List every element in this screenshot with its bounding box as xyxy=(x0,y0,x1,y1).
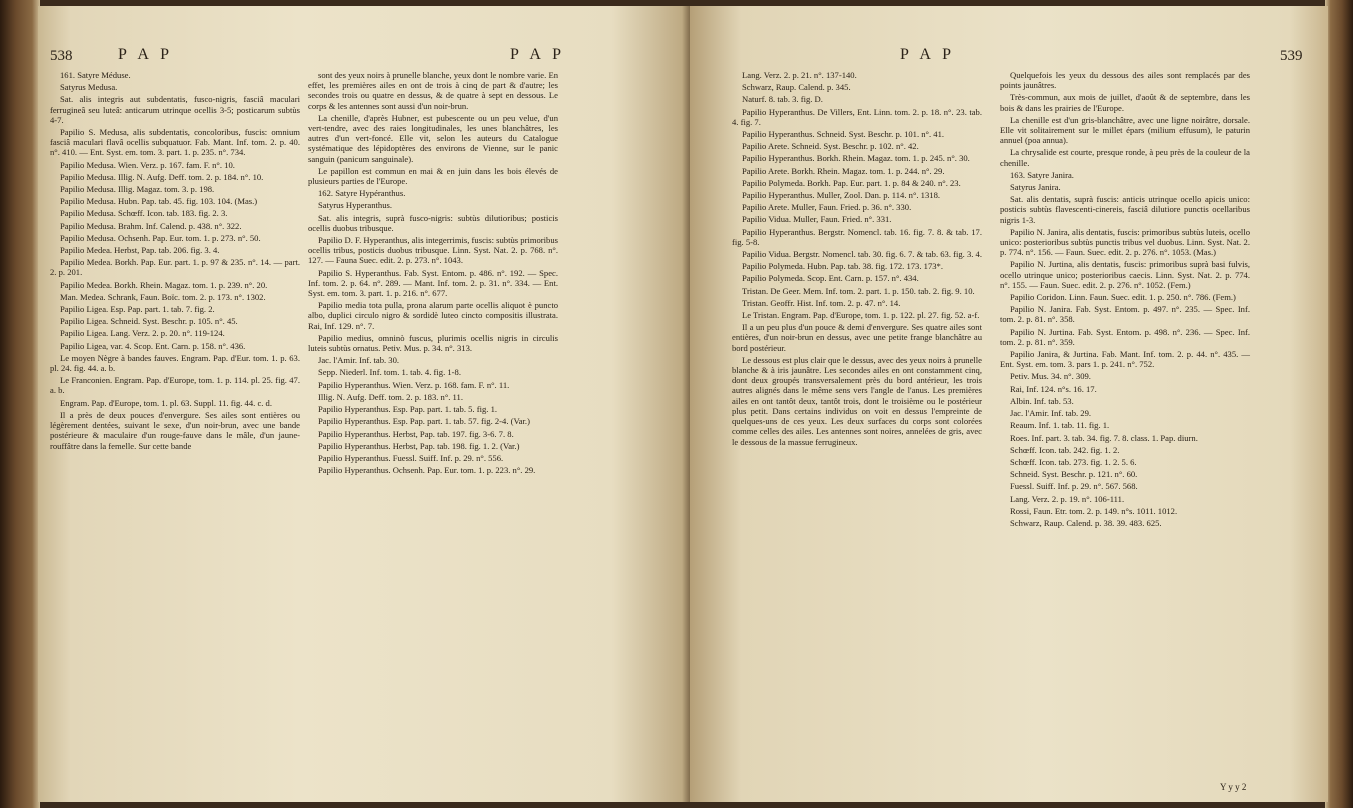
text-line: Papilio Ligea. Lang. Verz. 2. p. 20. n°. 119-124. xyxy=(60,328,225,339)
text-line: Jac. l'Amir. Inf. tab. 30. xyxy=(318,355,400,366)
text-line: Reaum. Inf. 1. tab. 11. fig. 1. xyxy=(1010,420,1110,431)
text-line: 162. Satyre Hypéranthus. xyxy=(318,188,406,199)
text-line: Papilio D. F. Hyperanthus, alis integerrimis, fuscis: subtùs primoribus ocellis tribus, posticis duobus tribusque. Linn. Syst. Nat. 2. p. 768. n°. 127. — Fauna Suec. edit. 2. p. 273. n°. 1043. xyxy=(308,235,558,266)
text-line: Papilio Polymeda. Scop. Ent. Carn. p. 157. n°. 434. xyxy=(742,273,919,284)
text-line: Sat. alis integris aut subdentatis, fusco-nigris, fasciâ maculari ferrugineâ seu luteâ: anticarum utrinque ocellis 3-5; posticarum subtùs 4-7. xyxy=(50,94,300,125)
text-line: Papilio Janira, & Jurtina. Fab. Mant. Inf. tom. 2. p. 44. n°. 435. — Ent. Syst. em. tom. 3. pars 1. p. 241. n°. 752. xyxy=(1000,349,1250,370)
right-page xyxy=(690,6,1328,802)
text-line: Le dessous est plus clair que le dessus, avec des yeux noirs à prunelle blanche & à iris jaunâtre. Les secondes ailes en ont constamment cinq, dont deux groupés transversalement près du bord antérieur, les trois autres alignés dans le même sens vers l'angle de l'anus. Les premières ailes en ont tantôt deux, tantôt trois, dont le troisième ou le postérieur plus petit. Dans certains individus on voit en dessus l'empreinte de quelques-uns de ces yeux. Les deux surfaces du corps sont colorées comme celles des ailes. Les antennes sont noires, annelées de gris, avec le dessous de la massue ferrugineux. xyxy=(732,354,982,447)
text-line: Papilio Hyperanthus. Schneid. Syst. Beschr. p. 101. n°. 41. xyxy=(742,129,945,140)
text-line: Petiv. Mus. 34. n°. 309. xyxy=(1010,371,1091,382)
right-column-1 xyxy=(732,70,982,449)
text-line: Papilio Medusa. Brahm. Inf. Calend. p. 438. n°. 322. xyxy=(60,220,242,231)
text-line: Papilio Ligea, var. 4. Scop. Ent. Carn. p. 158. n°. 436. xyxy=(60,340,246,351)
text-line: Le Tristan. Engram. Pap. d'Europe, tom. 1. p. 122. pl. 27. fig. 52. a-f. xyxy=(742,310,980,321)
text-line: La chenille est d'un gris-blanchâtre, avec une ligne noirâtre, dorsale. Elle vit solitairement sur le millet épars (milium effusum), le paturin annuel (poa annua). xyxy=(1000,114,1250,146)
left-running-head-col2: P A P xyxy=(510,46,565,63)
text-line: Papilio Hyperanthus. Esp. Pap. part. 1. tab. 57. fig. 2-4. (Var.) xyxy=(318,416,530,427)
text-line: Papilio Medusa. Illig. N. Aufg. Deff. tom. 2. p. 184. n°. 10. xyxy=(60,171,264,182)
text-line: Jac. l'Amir. Inf. tab. 29. xyxy=(1010,408,1092,419)
text-line: Papilio Hyperanthus. Herbst, Pap. tab. 198. fig. 1. 2. (Var.) xyxy=(318,440,520,451)
left-running-head: P A P xyxy=(118,46,173,63)
signature-mark: Y y y 2 xyxy=(1220,782,1247,792)
text-line: Papilio N. Jurtina. Fab. Syst. Entom. p. 498. n°. 236. — Spec. Inf. tom. 2. p. 81. n°. 359. xyxy=(1000,326,1250,347)
book-edge-right xyxy=(1325,0,1353,808)
text-line: Il a près de deux pouces d'envergure. Ses ailes sont entières ou légèrement dentées, suivant le sexe, d'un noir-brun, avec une bande postérieure & maculaire d'un rouge-fauve dans le mâle, d'un jaune-rouffâtre dans la femelle. Sur cette bande xyxy=(50,409,300,451)
right-column-2 xyxy=(1000,70,1250,530)
text-line: Rai, Inf. 124. n°s. 16. 17. xyxy=(1010,383,1097,394)
text-line: Papilio Arete. Borkh. Rhein. Magaz. tom. 1. p. 244. n°. 29. xyxy=(742,165,945,176)
text-line: Lang. Verz. 2. p. 19. n°. 106-111. xyxy=(1010,493,1125,504)
left-column-1 xyxy=(50,70,300,453)
text-line: La chenille, d'après Hubner, est pubescente ou un peu velue, d'un vert-tendre, avec des raies longitudinales, les unes blanchâtres, les autres d'un vert-foncé. Elle vit, selon les auteurs du Catalogue systématique des lépidoptères des environs de Vienne, sur le panic sanguin (panicum sanguinale). xyxy=(308,112,558,164)
text-line: Sat. alis integris, suprà fusco-nigris: subtùs dilutioribus; posticis ocellis duobus tribusque. xyxy=(308,212,558,233)
text-line: Papilio Medusa. Illig. Magaz. tom. 3. p. 198. xyxy=(60,184,215,195)
text-line: Papilio Hyperanthus. Wien. Verz. p. 168. fam. F. n°. 11. xyxy=(318,379,510,390)
text-line: Lang. Verz. 2. p. 21. n°. 137-140. xyxy=(742,70,857,80)
text-line: Roes. Inf. part. 3. tab. 34. fig. 7. 8. class. 1. Pap. diurn. xyxy=(1010,432,1198,443)
text-line: Man. Medea. Schrank, Faun. Boïc. tom. 2. p. 173. n°. 1302. xyxy=(60,291,266,302)
text-line: Papilio S. Medusa, alis subdentatis, concoloribus, fuscis: omnium fasciâ maculari flavâ ocellis subquatuor. Fab. Mant. Inf. tom. 2. p. 40. n°. 410. — Ent. Syst. em. tom. 3. part. 1. p. 235. n°. 734. xyxy=(50,127,300,158)
text-line: Papilio Ligea. Schneid. Syst. Beschr. p. 105. n°. 45. xyxy=(60,316,238,327)
text-line: Très-commun, aux mois de juillet, d'août & de septembre, dans les bois & dans les prairies de l'Europe. xyxy=(1000,92,1250,113)
text-line: Schwarz, Raup. Calend. p. 38. 39. 483. 625. xyxy=(1010,517,1162,528)
text-line: Papilio Arete. Muller, Faun. Fried. p. 36. n°. 330. xyxy=(742,202,912,213)
text-line: Sepp. Niederl. Inf. tom. 1. tab. 4. fig. 1-8. xyxy=(318,367,461,378)
text-line: Papilio Hyperanthus. Muller, Zool. Dan. p. 114. n°. 1318. xyxy=(742,190,941,201)
text-line: Papilio Hyperanthus. Fuessl. Suiff. Inf. p. 29. n°. 556. xyxy=(318,452,504,463)
text-line: Papilio Medea. Borkh. Rhein. Magaz. tom. 1. p. 239. n°. 20. xyxy=(60,279,268,290)
text-line: Papilio Hyperanthus. Borkh. Rhein. Magaz. tom. 1. p. 245. n°. 30. xyxy=(742,153,970,164)
text-line: Papilio Arete. Schneid. Syst. Beschr. p. 102. n°. 42. xyxy=(742,141,919,152)
text-line: Le moyen Nègre à bandes fauves. Engram. Pap. d'Eur. tom. 1. p. 63. pl. 24. fig. 44. a. b. xyxy=(50,352,300,374)
text-line: Papilio Hyperanthus. Herbst, Pap. tab. 197. fig. 3-6. 7. 8. xyxy=(318,428,514,439)
text-line: Papilio Medea. Borkh. Pap. Eur. part. 1. p. 97 & 235. n°. 14. — part. 2. p. 201. xyxy=(50,257,300,278)
text-line: Papilio Medea. Herbst, Pap. tab. 206. fig. 3. 4. xyxy=(60,245,220,256)
text-line: Papilio N. Janira, alis dentatis, fuscis: primoribus subtùs luteis, ocello unico: posterioribus subtùs punctis tribus vel duobus. Linn. Syst. Nat. 2. p. 774. n°. 156. — Faun. Suec. edit. 2. p. 276. n°. 1053. (Mas.) xyxy=(1000,226,1250,258)
text-line: Papilio Medusa. Schœff. Icon. tab. 183. fig. 2. 3. xyxy=(60,208,228,219)
text-line: Illig. N. Aufg. Deff. tom. 2. p. 183. n°. 11. xyxy=(318,391,463,402)
text-line: Tristan. Geoffr. Hist. Inf. tom. 2. p. 47. n°. 14. xyxy=(742,297,901,308)
text-line: Sat. alis dentatis, suprà fuscis: anticis utrinque ocello apicis unico: posticis subtùs flavescenti-cinereis, fasciâ dilutiore punctis ocellaribus nigris 1-3. xyxy=(1000,194,1250,225)
left-folio: 538 xyxy=(50,48,73,64)
text-line: Papilio Hyperanthus. Bergstr. Nomencl. tab. 16. fig. 7. 8. & tab. 17. fig. 5-8. xyxy=(732,226,982,247)
text-line: 161. Satyre Méduse. xyxy=(60,70,131,80)
text-line: Papilio Coridon. Linn. Faun. Suec. edit. 1. p. 250. n°. 786. (Fem.) xyxy=(1010,292,1236,303)
text-line: Naturf. 8. tab. 3. fig. D. xyxy=(742,94,823,105)
text-line: Papilio N. Jurtina, alis dentatis, fuscis: primoribus suprà basi fulvis, ocello utrinque unico; posterioribus caecis. Linn. Syst. Nat. 2. p. 774. n°. 155. — Faun. Suec. edit. 2. p. 276. n°. 1052. (Fem.) xyxy=(1000,259,1250,290)
text-line: Papilio Hyperanthus. De Villers, Ent. Linn. tom. 2. p. 18. n°. 23. tab. 4. fig. 7. xyxy=(732,106,982,127)
text-line: Papilio Vidua. Bergstr. Nomencl. tab. 30. fig. 6. 7. & tab. 63. fig. 3. 4. xyxy=(742,249,983,260)
text-line: Satyrus Medusa. xyxy=(60,82,118,93)
text-line: Rossi, Faun. Etr. tom. 2. p. 149. n°s. 1011. 1012. xyxy=(1010,505,1178,516)
text-line: Engram. Pap. d'Europe, tom. 1. pl. 63. Suppl. 11. fig. 44. c. d. xyxy=(60,397,272,408)
text-line: Quelquefois les yeux du dessous des ailes sont remplacés par des points jaunâtres. xyxy=(1000,70,1250,91)
text-line: Schœff. Icon. tab. 242. fig. 1. 2. xyxy=(1010,444,1120,455)
text-line: sont des yeux noirs à prunelle blanche, yeux dont le nombre varie. En effet, les premières ailes en ont de trois à cinq de part & d'autre; les secondes trois ou quatre en dessus, & de quatre à sept en dessous. Le corps & les antennes sont aussi d'un noir-brun. xyxy=(308,70,558,111)
text-line: Papilio Medusa. Hubn. Pap. tab. 45. fig. 103. 104. (Mas.) xyxy=(60,196,258,207)
text-line: Papilio Medusa. Ochsenh. Pap. Eur. tom. 1. p. 273. n°. 50. xyxy=(60,232,261,243)
text-line: Papilio media tota pulla, prona alarum parte ocellis aliquot è puncto albo, duplici circulo nigro & sordidè luteo cincto compositis illustrata. Rai, Inf. 129. n°. 7. xyxy=(308,300,558,331)
text-line: Satyrus Hyperanthus. xyxy=(318,200,392,211)
text-line: Papilio Polymeda. Borkh. Pap. Eur. part. 1. p. 84 & 240. n°. 23. xyxy=(742,177,961,188)
text-line: Le Franconien. Engram. Pap. d'Europe, tom. 1. p. 114. pl. 25. fig. 47. a. b. xyxy=(50,375,300,396)
text-line: Schneid. Syst. Beschr. p. 121. n°. 60. xyxy=(1010,469,1138,480)
right-folio: 539 xyxy=(1280,48,1303,64)
text-line: Le papillon est commun en mai & en juin dans les bois élevés de plusieurs parties de l'Europe. xyxy=(308,165,558,187)
text-line: Papilio S. Hyperanthus. Fab. Syst. Entom. p. 486. n°. 192. — Spec. Inf. tom. 2. p. 64. n°. 289. — Mant. Inf. tom. 2. p. 31. n°. 334. — Ent. Syst. em. tom. 3. part. 1. p. 216. n°. 677. xyxy=(308,267,558,299)
text-line: Fuessl. Suiff. Inf. p. 29. n°. 567. 568. xyxy=(1010,481,1138,492)
right-running-head: P A P xyxy=(900,46,955,63)
text-line: Papilio Ligea. Esp. Pap. part. 1. tab. 7. fig. 2. xyxy=(60,304,215,315)
text-line: Papilio medius, omninò fuscus, plurimis ocellis nigris in circulis luteis subtùs ornatus. Petiv. Mus. p. 34. n°. 313. xyxy=(308,332,558,354)
text-line: Albin. Inf. tab. 53. xyxy=(1010,395,1074,406)
text-line: Schœff. Icon. tab. 273. fig. 1. 2. 5. 6. xyxy=(1010,456,1137,467)
text-line: Papilio N. Janira. Fab. Syst. Entom. p. 497. n°. 235. — Spec. Inf. tom. 2. p. 81. n°. 358. xyxy=(1000,304,1250,325)
text-line: Tristan. De Geer. Mem. Inf. tom. 2. part. 1. p. 150. tab. 2. fig. 9. 10. xyxy=(742,285,975,296)
text-line: La chrysalide est courte, presque ronde, à peu près de la couleur de la chenille. xyxy=(1000,147,1250,168)
left-page xyxy=(38,6,690,802)
book-spine-left xyxy=(0,0,40,808)
text-line: Papilio Vidua. Muller, Faun. Fried. n°. 331. xyxy=(742,214,892,225)
text-line: Schwarz, Raup. Calend. p. 345. xyxy=(742,82,851,93)
text-line: Papilio Hyperanthus. Esp. Pap. part. 1. tab. 5. fig. 1. xyxy=(318,404,498,415)
text-line: Il a un peu plus d'un pouce & demi d'envergure. Ses quatre ailes sont entières, d'un noir-brun en dessus, avec une petite frange blanchâtre au bord postérieur. xyxy=(732,322,982,353)
text-line: Papilio Medusa. Wien. Verz. p. 167. fam. F. n°. 10. xyxy=(60,159,235,170)
text-line: Satyrus Janira. xyxy=(1010,182,1061,193)
left-column-2 xyxy=(308,70,558,477)
text-line: Papilio Polymeda. Hubn. Pap. tab. 38. fig. 172. 173. 173*. xyxy=(742,261,943,272)
text-line: Papilio Hyperanthus. Ochsenh. Pap. Eur. tom. 1. p. 223. n°. 29. xyxy=(318,465,536,476)
text-line: 163. Satyre Janira. xyxy=(1010,169,1074,180)
